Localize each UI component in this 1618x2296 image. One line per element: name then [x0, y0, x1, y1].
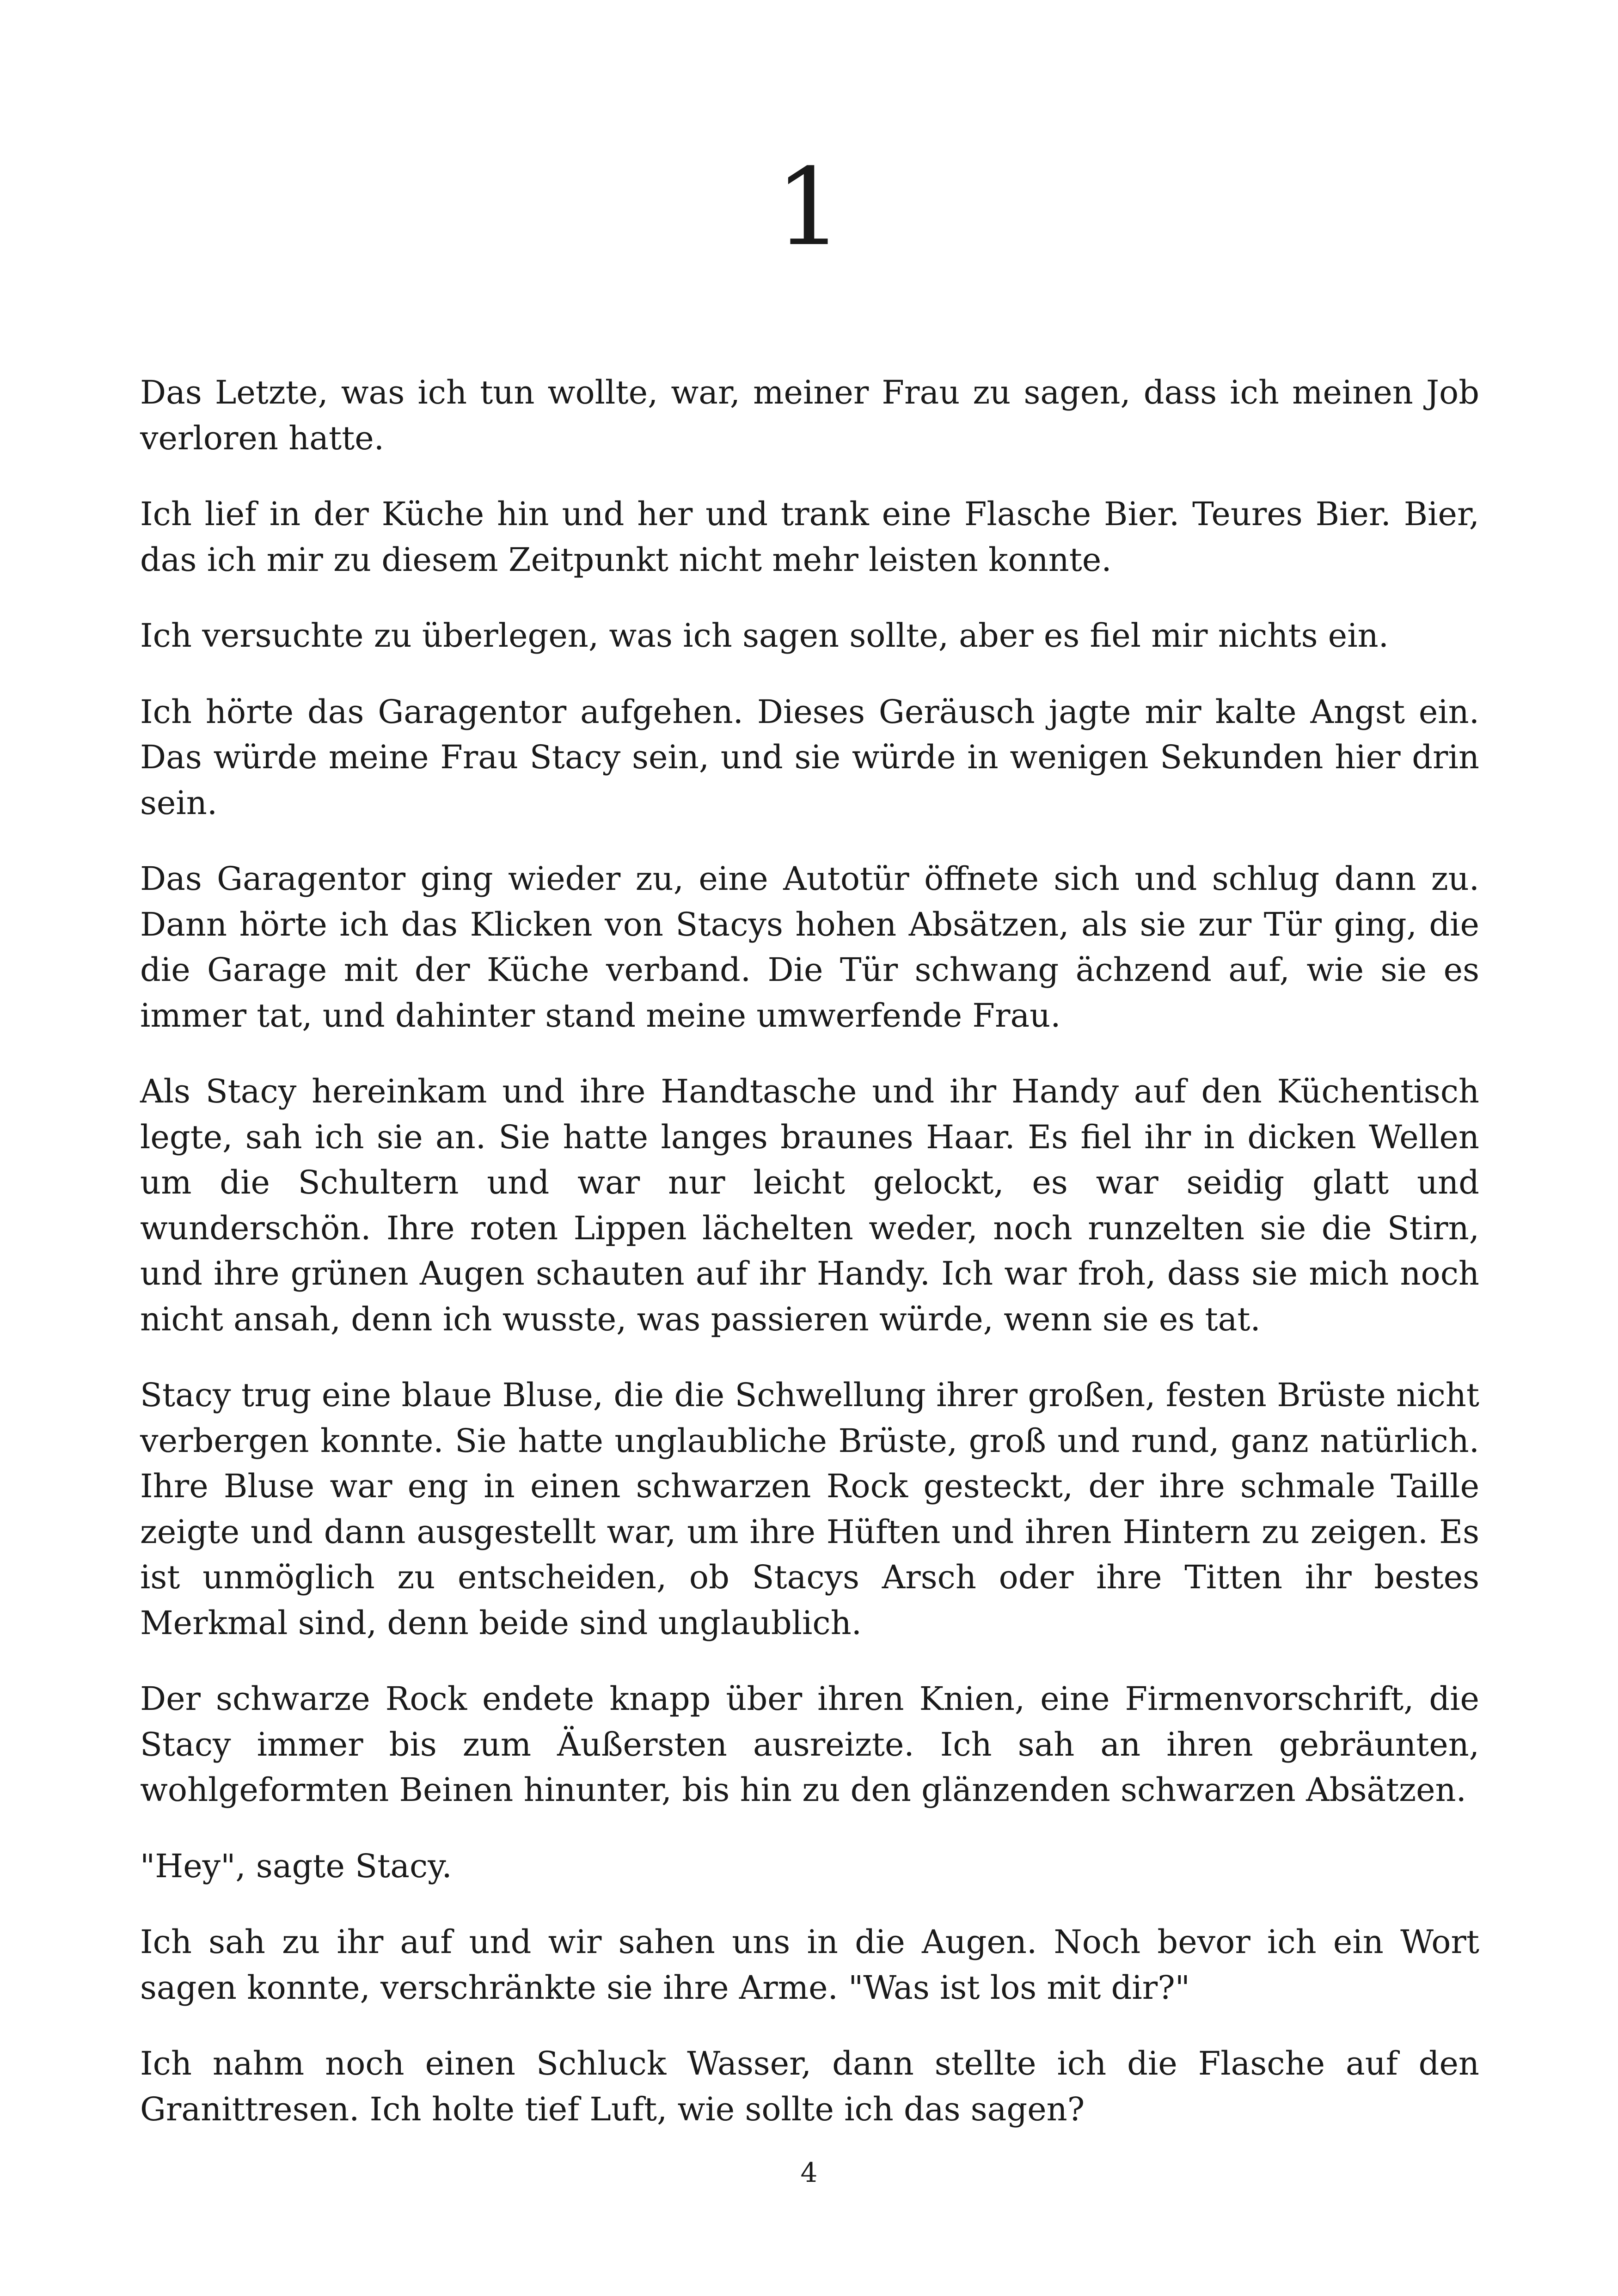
paragraph: Das Letzte, was ich tun wollte, war, meiner Frau zu sagen, dass ich meinen Job verloren hatte. — [140, 373, 1479, 457]
chapter-number: 1 — [775, 146, 843, 269]
paragraph: Ich sah zu ihr auf und wir sahen uns in die Augen. Noch bevor ich ein Wort sagen konnte, verschränkte sie ihre Arme. "Was ist los mit dir?" — [140, 1923, 1479, 2007]
paragraph: Als Stacy hereinkam und ihre Handtasche und ihr Handy auf den Küchentisch legte, sah ich sie an. Sie hatte langes braunes Haar. Es fiel ihr in dicken Wellen um die Schultern und war nur leicht gelockt, es war seidig glatt und wunderschön. Ihre roten Lippen lächelten weder, noch runzelten sie die Stirn, und ihre grünen Augen schauten auf ihr Handy. Ich war froh, dass sie mich noch nicht ansah, denn ich wusste, was passieren würde, wenn sie es tat. — [140, 1072, 1479, 1338]
paragraph: Ich versuchte zu überlegen, was ich sagen sollte, aber es fiel mir nichts ein. — [140, 617, 1389, 655]
body-text — [140, 370, 1479, 2162]
paragraph: Das Garagentor ging wieder zu, eine Autotür öffnete sich und schlug dann zu. Dann hörte ich das Klicken von Stacys hohen Absätzen, als sie zur Tür ging, die die Garage mit der Küche verband. Die Tür schwang ächzend auf, wie sie es immer tat, und dahinter stand meine umwerfende Frau. — [140, 860, 1479, 1035]
page-number: 4 — [800, 2157, 818, 2188]
paragraph: Stacy trug eine blaue Bluse, die die Schwellung ihrer großen, festen Brüste nicht verbergen konnte. Sie hatte unglaubliche Brüste, groß und rund, ganz natürlich. Ihre Bluse war eng in einen schwarzen Rock gesteckt, der ihre schmale Taille zeigte und dann ausgestellt war, um ihre Hüften und ihren Hintern zu zeigen. Es ist unmöglich zu entscheiden, ob Stacys Arsch oder ihre Titten ihr bestes Merkmal sind, denn beide sind unglaublich. — [140, 1376, 1479, 1642]
paragraph: Der schwarze Rock endete knapp über ihren Knien, eine Firmenvorschrift, die Stacy immer bis zum Äußersten ausreizte. Ich sah an ihren gebräunten, wohlgeformten Beinen hinunter, bis hin zu den glänzenden schwarzen Absätzen. — [140, 1680, 1479, 1809]
paragraph: "Hey", sagte Stacy. — [140, 1847, 452, 1885]
paragraph: Ich lief in der Küche hin und her und trank eine Flasche Bier. Teures Bier. Bier, das ich mir zu diesem Zeitpunkt nicht mehr leisten konnte. — [140, 495, 1479, 579]
paragraph: Ich hörte das Garagentor aufgehen. Dieses Geräusch jagte mir kalte Angst ein. Das würde meine Frau Stacy sein, und sie würde in wenigen Sekunden hier drin sein. — [140, 692, 1479, 822]
paragraph: Ich nahm noch einen Schluck Wasser, dann stellte ich die Flasche auf den Granittresen. Ich holte tief Luft, wie sollte ich das sagen? — [140, 2045, 1479, 2128]
